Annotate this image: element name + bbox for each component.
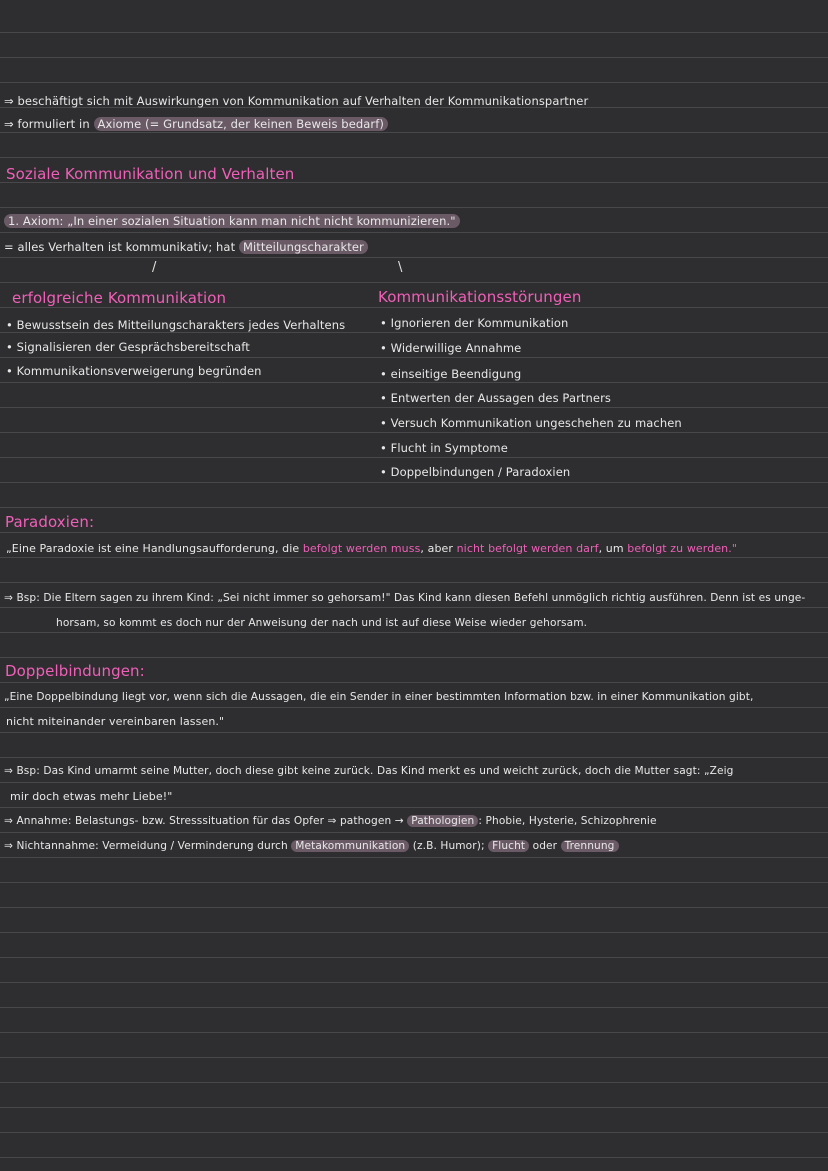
paradox-emphasis-3: befolgt zu werden."	[627, 542, 738, 555]
double-rejection	[4, 840, 619, 852]
section-title-soziale-kommunikation: Soziale Kommunikation und Verhalten	[6, 165, 295, 183]
pathologien-highlight: Pathologien	[407, 815, 478, 827]
double-example-1: ⇒ Bsp: Das Kind umarmt seine Mutter, doch diese gibt keine zurück. Das Kind merkt es und weicht zurück, doch die Mutter sagt: „Zeig	[4, 765, 734, 777]
paradox-emphasis-1: befolgt werden muss	[302, 542, 421, 555]
success-title: erfolgreiche Kommunikation	[12, 289, 227, 307]
mitteilungscharakter-highlight: Mitteilungscharakter	[239, 240, 368, 254]
double-title: Doppelbindungen:	[5, 662, 145, 680]
axiome-highlight: Axiome (= Grundsatz, der keinen Beweis bedarf)	[94, 117, 388, 131]
metakommunikation-highlight: Metakommunikation	[291, 840, 409, 852]
behavior-text: = alles Verhalten ist kommunikativ; hat	[4, 240, 239, 254]
double-definition-2: nicht miteinander vereinbaren lassen."	[6, 715, 225, 728]
paradox-example-2: horsam, so kommt es doch nur der Anweisung der nach und ist auf diese Weise wieder gehorsam.	[56, 617, 588, 629]
flucht-highlight: Flucht	[488, 840, 529, 852]
behavior-line	[4, 240, 368, 254]
double-acceptance	[4, 815, 657, 827]
disturb-item: • Ignorieren der Kommunikation	[380, 316, 569, 330]
paradox-def-text: , um	[598, 542, 628, 555]
acceptance-text: ⇒ Annahme: Belastungs- bzw. Stresssituation für das Opfer ⇒ pathogen →	[4, 815, 408, 827]
paradox-def-text: „Eine Paradoxie ist eine Handlungsaufforderung, die	[6, 542, 303, 555]
acceptance-text: : Phobie, Hysterie, Schizophrenie	[478, 815, 657, 827]
branch-left-stroke: /	[152, 260, 157, 275]
success-item: • Bewusstsein des Mitteilungscharakters jedes Verhaltens	[6, 318, 346, 332]
branch-right-stroke: \	[398, 260, 403, 275]
disturb-item: • Flucht in Symptome	[380, 441, 508, 455]
double-definition-1: „Eine Doppelbindung liegt vor, wenn sich die Aussagen, die ein Sender in einer bestimmten Information bzw. in einer Kommunikation gibt,	[4, 691, 754, 703]
rejection-text: oder	[529, 840, 561, 852]
double-example-2: mir doch etwas mehr Liebe!"	[10, 790, 173, 803]
success-item: • Kommunikationsverweigerung begründen	[6, 364, 262, 378]
disturb-item: • Entwerten der Aussagen des Partners	[380, 391, 612, 405]
paradox-example-1: ⇒ Bsp: Die Eltern sagen zu ihrem Kind: „Sei nicht immer so gehorsam!" Das Kind kann diesen Befehl unmöglich richtig ausführen. Denn ist es unge-	[4, 592, 806, 604]
trennung-highlight: Trennung	[561, 840, 619, 852]
disturb-item: • einseitige Beendigung	[380, 367, 522, 381]
intro-line-2	[4, 117, 388, 131]
paradox-emphasis-2: nicht befolgt werden darf	[456, 542, 599, 555]
paradox-def-text: , aber	[420, 542, 457, 555]
intro-line-2-text: ⇒ formuliert in	[4, 117, 94, 131]
disturb-item: • Versuch Kommunikation ungeschehen zu machen	[380, 416, 682, 430]
axiom-line	[4, 214, 460, 228]
disturb-title: Kommunikationsstörungen	[378, 288, 582, 306]
paradox-definition	[6, 542, 737, 555]
paradox-title: Paradoxien:	[5, 513, 95, 531]
disturb-item: • Widerwillige Annahme	[380, 341, 522, 355]
disturb-item: • Doppelbindungen / Paradoxien	[380, 465, 571, 479]
intro-line-1: ⇒ beschäftigt sich mit Auswirkungen von Kommunikation auf Verhalten der Kommunikationspartner	[4, 94, 589, 108]
rejection-text: (z.B. Humor);	[409, 840, 489, 852]
axiom-highlight: 1. Axiom: „In einer sozialen Situation kann man nicht nicht kommunizieren."	[4, 214, 460, 228]
success-item: • Signalisieren der Gesprächsbereitschaft	[6, 340, 250, 354]
rejection-text: ⇒ Nichtannahme: Vermeidung / Verminderung durch	[4, 840, 292, 852]
